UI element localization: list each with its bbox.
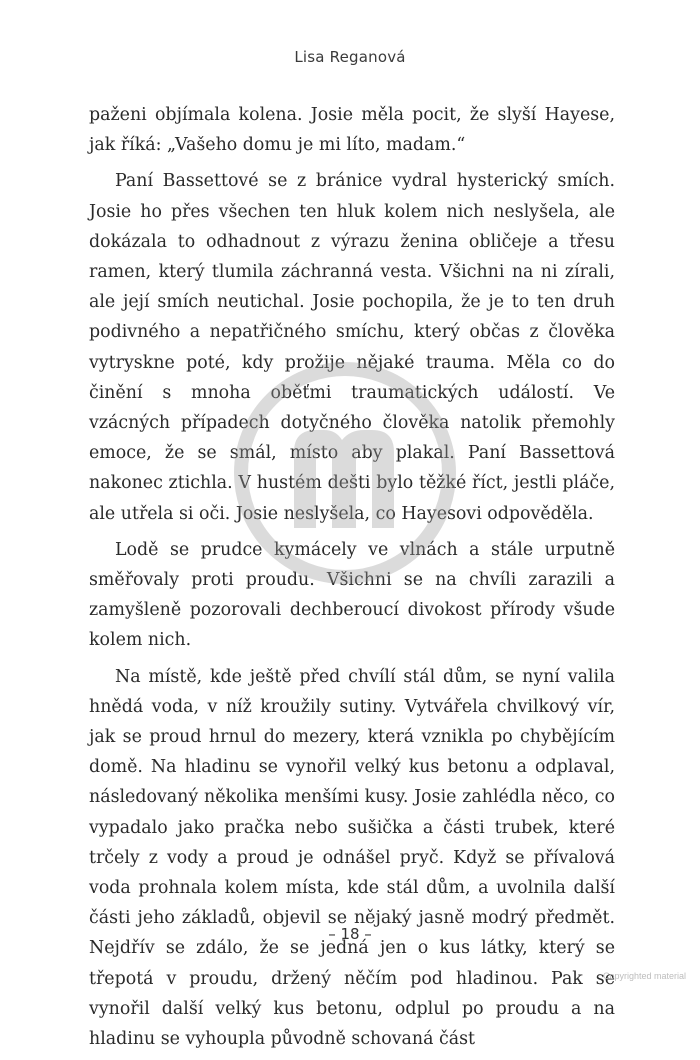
paragraph: paženi objímala kolena. Josie měla pocit, že slyší Hayese, jak říká: „Vašeho domu je mi líto, madam.“ xyxy=(89,105,615,156)
copyright-notice: Copyrighted material xyxy=(602,971,686,981)
paragraph: Lodě se prudce kymácely ve vlnách a stále urputně směřovaly proti proudu. Všichni se na chvíli zarazili a zamyšleně pozorovali dechberoucí divokost přírody všude kolem nich. xyxy=(89,539,615,651)
paragraph: Paní Bassettové se z bránice vydral hysterický smích. Josie ho přes všechen ten hluk kolem nich neslyšela, ale dokázala to odhadnout z výrazu ženina obličeje a třesu ramen, který tlumila záchranná vesta. Všichni na ni zírali, ale její smích neutichal. Josie pochopila, že je to ten druh podivného a nepatřičného smíchu, který občas z člověka vytryskne poté, kdy prožije nějaké trauma. Měla co do činění s mnoha oběťmi traumatických událostí. Ve vzácných případech dotyčného člověka natolik přemohly emoce, že se smál, místo aby plakal. Paní Bassettová nakonec ztichla. V hustém dešti bylo těžké říct, jestli pláče, ale utřela si oči. Josie neslyšela, co Hayesovi odpověděla. xyxy=(89,171,615,524)
body-text xyxy=(89,100,615,1060)
running-header-author: Lisa Reganová xyxy=(294,48,406,66)
paragraph: Na místě, kde ještě před chvílí stál dům, se nyní valila hnědá voda, v níž kroužily sutiny. Vytvářela chvilkový vír, jak se proud hrnul do mezery, která vznikla po chybějícím domě. Na hladinu se vynořil velký kus betonu a odplaval, následovaný několika menšími kusy. Josie zahlédla něco, co vypadalo jako pračka nebo sušička a části trubek, které trčely z vody a proud je odnášel pryč. Když se přívalová voda prohnala kolem místa, kde stál dům, a uvolnila další části jeho základů, objevil se nějaký jasně modrý předmět. Nejdřív se zdálo, že se jedná jen o kus látky, který se třepotá v proudu, držený něčím pod hladinou. Pak se vynořil další velký kus betonu, odplul po proudu a na hladinu se vyhoupla původně schovaná část xyxy=(89,666,615,1050)
page-number: – 18 – xyxy=(328,925,372,943)
